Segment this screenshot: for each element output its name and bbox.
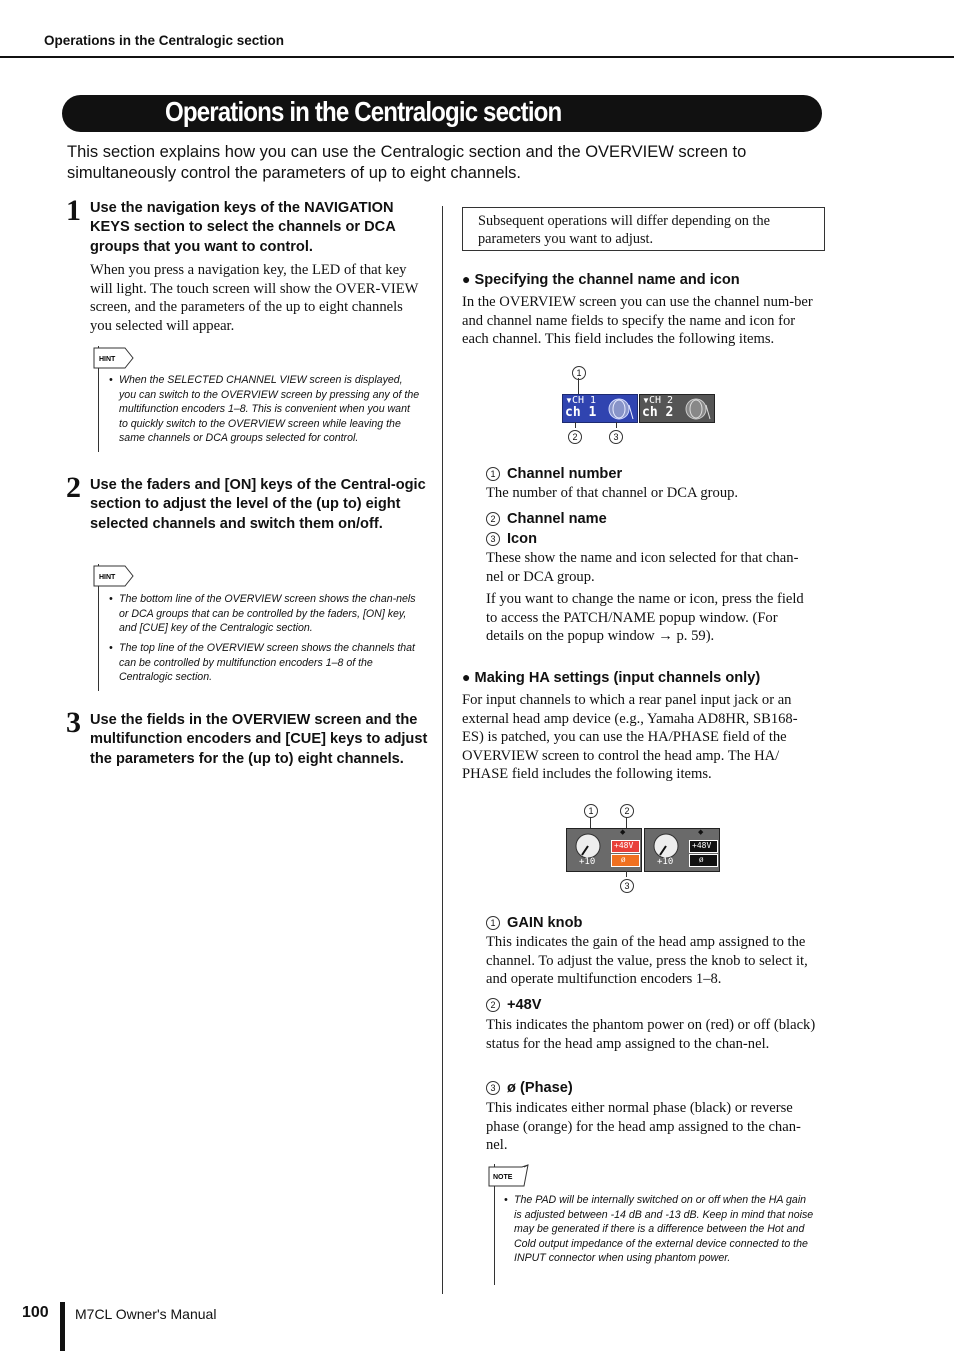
footer-bar bbox=[60, 1302, 65, 1351]
gain-value: +10 bbox=[657, 857, 674, 867]
hint-label: HINT bbox=[99, 356, 116, 363]
phantom-button[interactable]: +48V bbox=[689, 840, 718, 853]
channel-name: ch 2 bbox=[642, 405, 674, 420]
step-number: 1 bbox=[66, 194, 81, 227]
manual-title: M7CL Owner's Manual bbox=[75, 1306, 217, 1322]
callout-box: Subsequent operations will differ depending on the parameters you want to adjust. bbox=[462, 207, 825, 251]
item-heading: 1 GAIN knob bbox=[486, 915, 582, 931]
callout-3: 3 bbox=[620, 879, 634, 893]
step-heading: Use the fields in the OVERVIEW screen and the multifunction encoders and [CUE] keys to adjust the parameters for the (up to) eight channels. bbox=[90, 712, 428, 767]
channel-field-2[interactable]: ▼ CH 2 ch 2 bbox=[639, 394, 715, 423]
hint-label: HINT bbox=[99, 574, 116, 581]
callout-1: 1 bbox=[572, 366, 586, 380]
note-label: NOTE bbox=[493, 1174, 513, 1181]
ha-strip-1: +10 ◆ +48V ø bbox=[566, 828, 642, 872]
header-rule bbox=[0, 56, 954, 58]
hint-tag-icon bbox=[93, 346, 141, 372]
note-tag-icon bbox=[488, 1164, 538, 1190]
step-heading: Use the navigation keys of the NAVIGATION KEYS section to select the channels or DCA groups that you want to control. bbox=[90, 200, 396, 255]
channel-number: CH 1 bbox=[572, 395, 597, 406]
channel-figure bbox=[562, 364, 722, 448]
intro-text: This section explains how you can use the Centralogic section and the OVERVIEW screen to simultaneously control the parameters of up to eight channels. bbox=[67, 143, 747, 182]
step-heading: Use the faders and [ON] keys of the Central-ogic section to adjust the level of the (up to) eight selected channels and switch them on/off. bbox=[90, 477, 426, 532]
step-number: 3 bbox=[66, 706, 81, 739]
item-desc: The number of that channel or DCA group. bbox=[486, 485, 739, 501]
item-desc: This indicates either normal phase (black) or reverse phase (orange) for the head amp assigned to the chan-nel. bbox=[486, 1100, 801, 1154]
column-divider bbox=[442, 206, 443, 1294]
ha-strip-2: +10 ◆ +48V ø bbox=[644, 828, 720, 872]
item-heading: 3 ø (Phase) bbox=[486, 1080, 573, 1096]
gain-value: +10 bbox=[579, 857, 596, 867]
phase-button[interactable]: ø bbox=[611, 854, 640, 867]
page-number: 100 bbox=[22, 1304, 49, 1321]
section-body: For input channels to which a rear panel input jack or an external head amp device (e.g., Yamaha AD8HR, SB168-ES) is patched, you can use the HA/PHASE field of the OVERVIEW screen to control the head amp. The HA/ PHASE field includes the following items. bbox=[462, 692, 798, 783]
channel-field-1[interactable]: ▼ CH 1 ch 1 bbox=[562, 394, 638, 423]
hint-box bbox=[98, 564, 429, 691]
page-title: Operations in the Centralogic section bbox=[165, 96, 562, 127]
channel-name: ch 1 bbox=[565, 405, 597, 420]
item-heading: 2 +48V bbox=[486, 997, 542, 1013]
section-body: In the OVERVIEW screen you can use the channel num-ber and channel name fields to specify the name and icon for each channel. This field includes the following items. bbox=[462, 294, 813, 348]
callout-3: 3 bbox=[609, 430, 623, 444]
item-desc: If you want to change the name or icon, press the field to access the PATCH/NAME popup window. (For details on the popup window → p. 59). bbox=[486, 591, 804, 645]
item-heading: 3 Icon bbox=[486, 531, 537, 547]
callout-2: 2 bbox=[568, 430, 582, 444]
note-item: • The PAD will be internally switched on or off when the HA gain is adjusted between -14 dB and -13 dB. Keep in mind that noise may be generated if there is a difference between the Hot and Cold output impedance of the external device connected to the INPUT connector when using phantom power. bbox=[504, 1194, 814, 1265]
gain-knob-icon[interactable] bbox=[573, 833, 603, 859]
hint-item: • The bottom line of the OVERVIEW screen shows the chan-nels or DCA groups that can be controlled by the faders, [ON] key, and [CUE] key of the Centralogic section. bbox=[109, 593, 416, 635]
section-heading: ● Specifying the channel name and icon bbox=[462, 271, 740, 288]
note-box bbox=[494, 1164, 820, 1285]
step-body: When you press a navigation key, the LED of that key will light. The touch screen will show the OVER-VIEW screen, and the parameters of the up to eight channels you selected will appear. bbox=[90, 262, 419, 334]
ha-phase-figure bbox=[566, 802, 726, 894]
drum-icon bbox=[682, 397, 712, 420]
phantom-button[interactable]: +48V bbox=[611, 840, 640, 853]
hint-item: • When the SELECTED CHANNEL VIEW screen is displayed, you can switch to the OVERVIEW screen by pressing any of the multifunction encoders 1–8. This is convenient when you want to quickly switch to the OVERVIEW screen while leaving the same channels or DCA groups selected for control. bbox=[109, 374, 420, 445]
gain-knob-icon[interactable] bbox=[651, 833, 681, 859]
item-desc: This indicates the phantom power on (red) or off (black) status for the head amp assigned to the chan-nel. bbox=[486, 1017, 816, 1052]
callout-2: 2 bbox=[620, 804, 634, 818]
item-desc: This indicates the gain of the head amp assigned to the channel. To adjust the value, press the knob to select it, and operate multifunction encoders 1–8. bbox=[486, 934, 808, 988]
section-heading: ● Making HA settings (input channels only) bbox=[462, 669, 761, 686]
item-desc: These show the name and icon selected for that chan-nel or DCA group. bbox=[486, 550, 799, 585]
channel-number: CH 2 bbox=[649, 395, 674, 406]
hint-tag-icon bbox=[93, 564, 141, 590]
hint-item: • The top line of the OVERVIEW screen shows the channels that can be controlled by multifunction encoders 1–8 of the Centralogic section. bbox=[109, 642, 415, 684]
phase-button[interactable]: ø bbox=[689, 854, 718, 867]
hint-box bbox=[98, 346, 429, 452]
running-head: Operations in the Centralogic section bbox=[44, 33, 285, 48]
item-heading: 1 Channel number bbox=[486, 466, 622, 482]
drum-icon bbox=[605, 397, 635, 420]
callout-1: 1 bbox=[584, 804, 598, 818]
item-heading: 2 Channel name bbox=[486, 511, 607, 527]
step-number: 2 bbox=[66, 471, 81, 504]
